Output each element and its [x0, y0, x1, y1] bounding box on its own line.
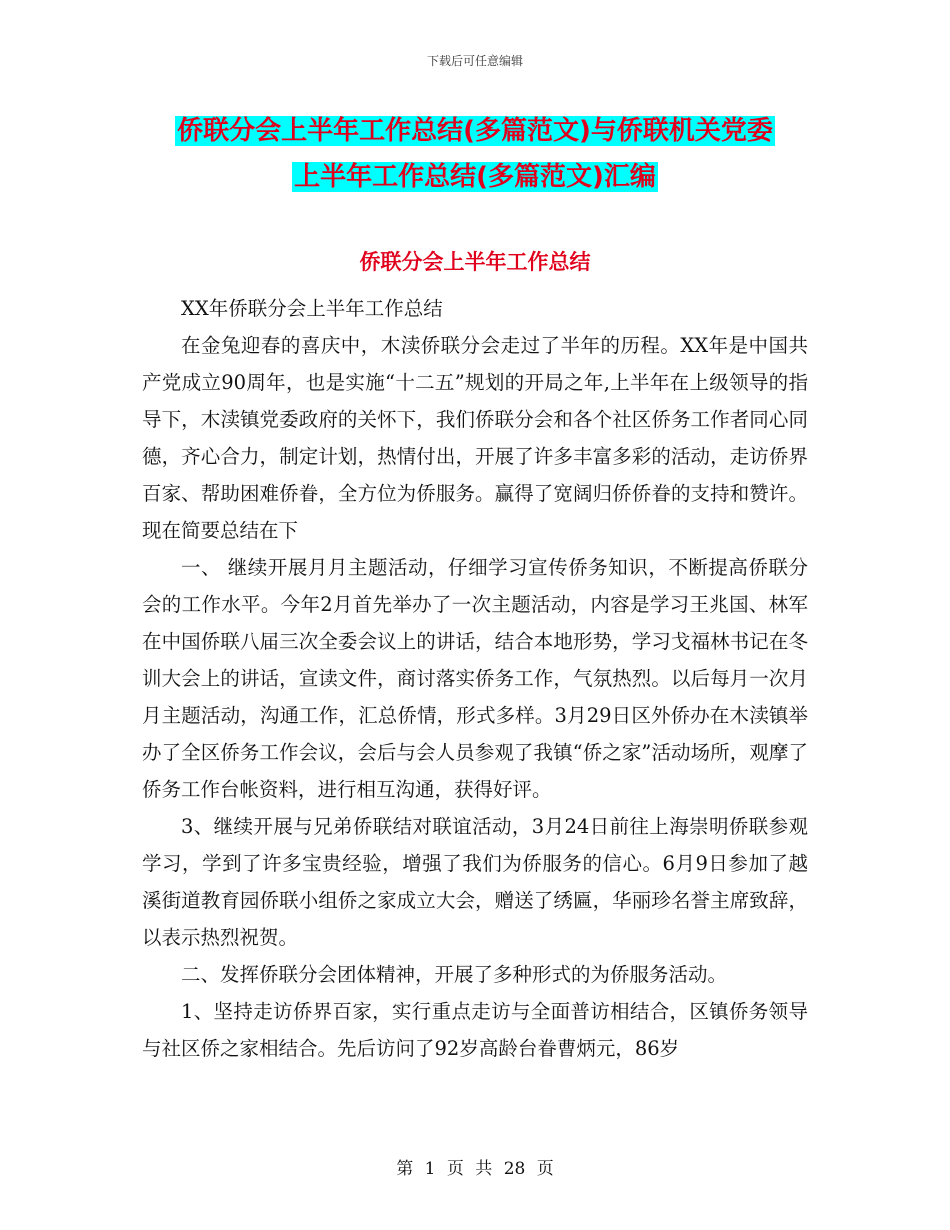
paragraph: 一、 继续开展月月主题活动，仔细学习宣传侨务知识，不断提高侨联分会的工作水平。今年2月首先举办了一次主题活动，内容是学习王兆国、林军在中国侨联八届三次全委会议上的讲话，结合本地形势，学习戈福林书记在冬训大会上的讲话，宣读文件，商讨落实侨务工作，气氛热烈。以后每月一次月月主题活动，沟通工作，汇总侨情，形式多样。3月29日区外侨办在木渎镇举办了全区侨务工作会议，会后与会人员参观了我镇“侨之家”活动场所，观摩了侨务工作台帐资料，进行相互沟通，获得好评。 — [142, 556, 808, 801]
document-title-line-2: 上半年工作总结(多篇范文)汇编 — [294, 162, 656, 192]
paragraph: 在金兔迎春的喜庆中，木渎侨联分会走过了半年的历程。XX年是中国共产党成立90周年，也是实施“十二五”规划的开局之年,上半年在上级领导的指导下，木渎镇党委政府的关怀下，我们侨联分会和各个社区侨务工作者同心同德，齐心合力，制定计划，热情付出，开展了许多丰富多彩的活动，走访侨界百家、帮助困难侨眷，全方位为侨服务。赢得了宽阔归侨侨眷的支持和赞许。现在简要总结在下 — [142, 334, 808, 542]
paragraph: 3、继续开展与兄弟侨联结对联谊活动，3月24日前往上海崇明侨联参观学习，学到了许多宝贵经验，增强了我们为侨服务的信心。6月9日参加了越溪街道教育园侨联小组侨之家成立大会，赠送了绣匾，华丽珍名誉主席致辞，以表示热烈祝贺。 — [142, 815, 808, 949]
page-header-note: 下载后可任意编辑 — [426, 54, 523, 68]
page-number-footer: 第 1 页 共 28 页 — [396, 1159, 554, 1179]
paragraph: 二、发挥侨联分会团体精神，开展了多种形式的为侨服务活动。 — [181, 963, 728, 986]
paragraph: 1、坚持走访侨界百家，实行重点走访与全面普访相结合，区镇侨务领导与社区侨之家相结合。先后访问了92岁高龄台眷曹炳元，86岁 — [142, 1000, 808, 1060]
body-text — [142, 290, 808, 1067]
paragraph: XX年侨联分会上半年工作总结 — [181, 297, 443, 320]
document-title — [0, 108, 950, 200]
document-title-line-1: 侨联分会上半年工作总结(多篇范文)与侨联机关党委 — [177, 116, 773, 146]
section-title: 侨联分会上半年工作总结 — [359, 250, 591, 274]
